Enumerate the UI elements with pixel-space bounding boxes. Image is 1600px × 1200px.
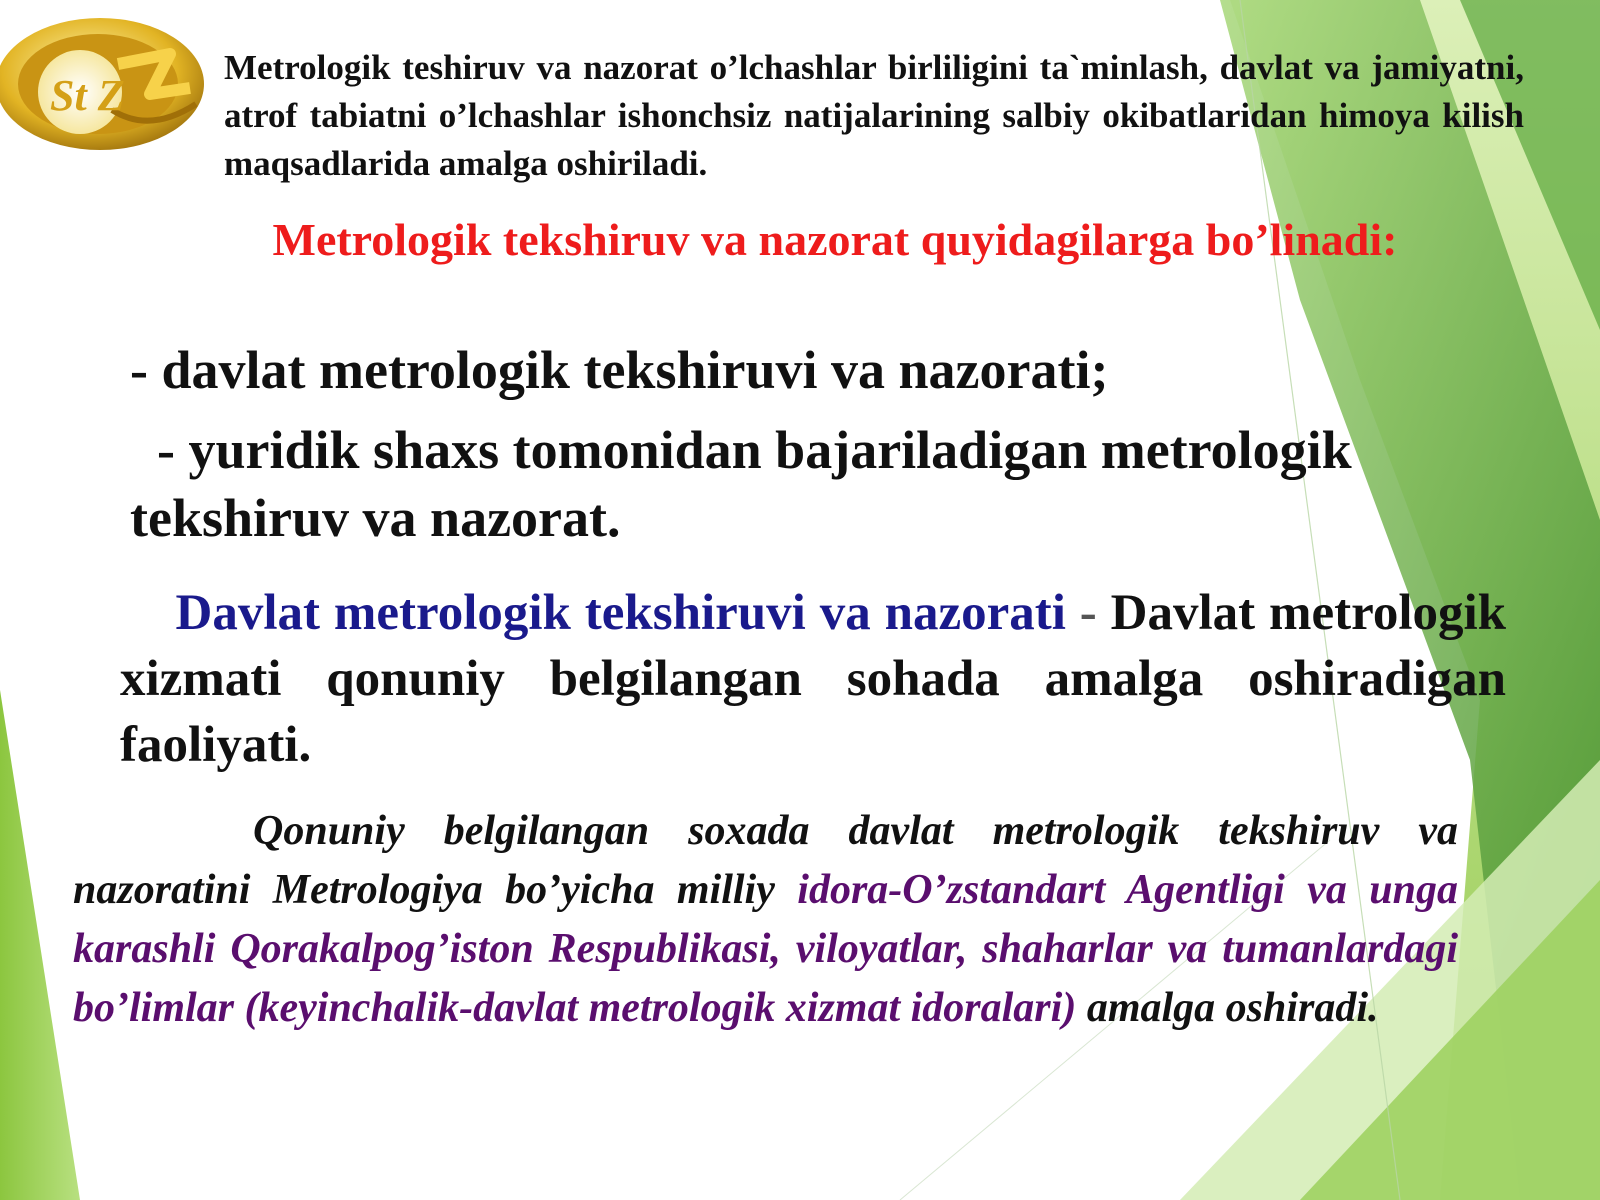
bullet-item-text: - yuridik shaxs tomonidan bajariladigan metrologik tekshiruv va nazorat. <box>130 420 1352 548</box>
definition-dash: - <box>1079 585 1097 641</box>
bullet-item-state-control: - davlat metrologik tekshiruvi va nazorati; <box>130 340 1109 400</box>
st-z-logo <box>0 14 210 154</box>
logo-text: St Z <box>50 71 125 120</box>
definition-term: Davlat metrologik tekshiruvi va nazorati <box>175 585 1066 641</box>
intro-paragraph: Metrologik teshiruv va nazorat o’lchashlar birliligini ta`minlash, davlat va jamiyatni, atrof tabiatni o’lchashlar ishonchsiz natijalarining salbiy okibatlaridan himoya kilish maqsadlarida amalga oshiriladi. <box>224 48 1524 183</box>
agency-text-start: Qonuniy belgilangan soxada davlat metrologik tekshiruv va nazoratini Metrologiya bo’yicha milliy <box>73 808 1458 913</box>
definition-text: Davlat metrologik xizmati qonuniy belgilangan sohada amalga oshiradigan faoliyati. <box>120 585 1507 773</box>
section-heading: Metrologik tekshiruv va nazorat quyidagilarga bo’linadi: <box>272 214 1398 265</box>
agency-paragraph <box>73 802 1458 1038</box>
agency-text-end: amalga oshiradi. <box>1086 985 1379 1031</box>
definition-paragraph <box>120 580 1506 778</box>
bullet-item-legal-entity-control <box>130 416 1430 552</box>
agency-highlight: idora-O’zstandart Agentligi va unga karashli Qorakalpog’iston Respublikasi, viloyatlar, shaharlar va tumanlardagi bo’limlar (keyinchalik-davlat metrologik xizmat idoralari) <box>73 867 1459 1031</box>
